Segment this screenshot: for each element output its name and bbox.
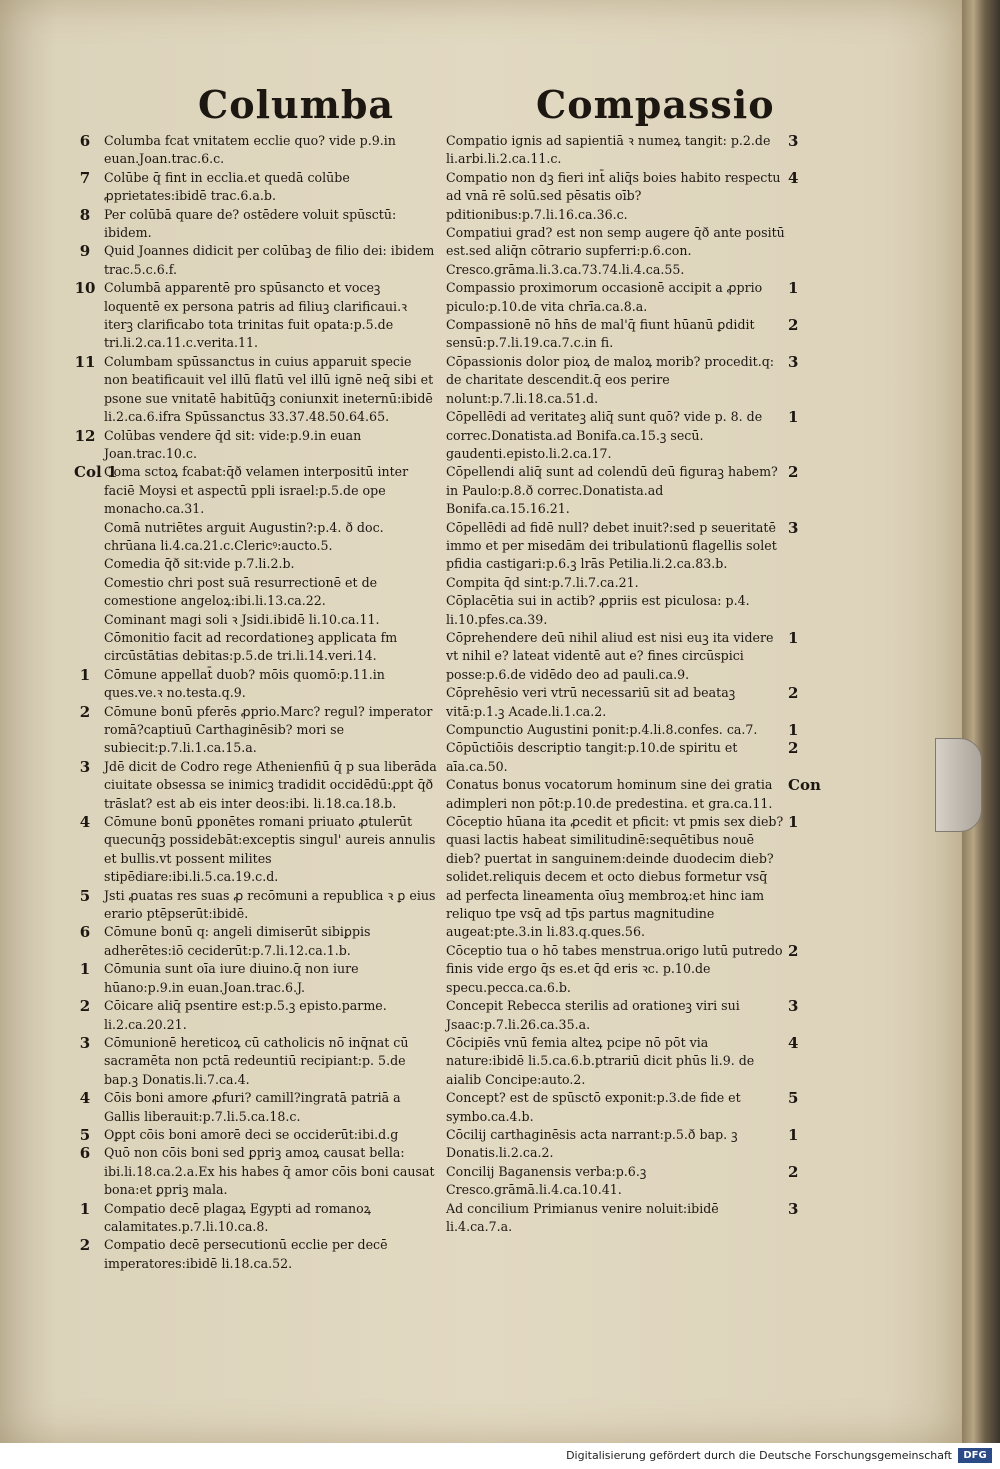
entry-text: Concilij Baganensis verba:p.6.ꝫ Cresco.grāmā.li.4.ca.10.41. — [446, 1163, 647, 1198]
entry-number: 12 — [74, 426, 96, 445]
left-column — [74, 132, 438, 1273]
index-entry — [446, 941, 799, 997]
entry-number: 1 — [788, 813, 799, 832]
entry-number: 2 — [788, 316, 799, 335]
index-entry — [78, 629, 438, 666]
entry-number: 2 — [79, 702, 91, 721]
entry-number: 3 — [79, 1033, 91, 1052]
entry-text: Concept? est de spūsctō exponit:p.3.de fide et symbo.ca.4.b. — [446, 1090, 741, 1124]
index-entry — [74, 352, 438, 427]
entry-text: Cōcilij carthaginēsis acta narrant:p.5.ð bap. ꝫ Donatis.li.2.ca.2. — [446, 1126, 738, 1161]
index-entry — [78, 703, 438, 758]
entry-number: 3 — [788, 352, 799, 371]
entry-number: 6 — [79, 1144, 91, 1163]
entry-text: Colūbe q̄ fint in ecclia.et quedā colūbe ꝓprietates:ibidē trac.6.a.b. — [104, 169, 350, 204]
entry-text: Compatio decē persecutionū ecclie per decē imperatores:ibidē li.18.ca.52. — [104, 1237, 388, 1271]
entry-number: 6 — [79, 132, 91, 150]
index-entry — [78, 997, 438, 1034]
entry-number: 3 — [79, 757, 91, 776]
index-entry — [446, 463, 799, 518]
dfg-logo: DFG — [958, 1448, 992, 1463]
entry-number: 1 — [79, 960, 91, 979]
entry-number: Col 1 — [74, 463, 118, 482]
entry-text: Cōmune bonū ꝑponētes romani priuato ꝓtulerūt quecunq̄ꝫ possidebāt:exceptis singul' aureis annulis et bullis.vt possent milites stipēdiare:ibi.li.5.ca.19.c.d. — [104, 814, 436, 885]
entry-text: Cōpellendi aliq̄ sunt ad colendū deū figuraꝫ habem? in Paulo:p.8.ð correc.Donatista.ad Bonifa.ca.15.16.21. — [446, 464, 778, 517]
book-edge — [962, 0, 1000, 1443]
index-entry — [78, 666, 438, 703]
entry-text: Cominant magi soli ꝛ Jsidi.ibidē li.10.ca.11. — [104, 611, 380, 627]
entry-number: 2 — [788, 739, 799, 758]
index-entry — [446, 721, 799, 739]
index-entry — [78, 1144, 438, 1199]
entry-text: Cōmunionē hereticoꝝ cū catholicis nō inq̄nat cū sacramēta non pctā redeuntiū recipiant:p. 5.de bap.ꝫ Donatis.li.7.ca.4. — [104, 1034, 409, 1087]
index-entry — [446, 1162, 799, 1200]
index-entry — [78, 132, 438, 169]
entry-number: 2 — [79, 1236, 91, 1255]
index-entry — [78, 887, 438, 924]
entry-number: 1 — [788, 721, 799, 739]
entry-number: 3 — [788, 1199, 799, 1218]
entry-text: Cōceptio tua o hō tabes menstrua.origo lutū putredo finis vide ergo q̄s es.et q̄d eris ꝛc. p.10.de specu.pecca.ca.6.b. — [446, 942, 783, 995]
footer-credit: Digitalisierung gefördert durch die Deutsche Forschungsgemeinschaft — [566, 1449, 952, 1462]
entry-text: Jsti ꝓuatas res suas ꝓ recōmuni a republica ꝛ ꝑ eius erario ptēpserūt:ibidē. — [104, 887, 436, 922]
entry-text: Ad concilium Primianus venire noluit:ibidē li.4.ca.7.a. — [446, 1200, 719, 1234]
index-entry — [446, 518, 799, 574]
entry-text: Cōplacētia sui in actib? ꝓpriis est piculosa: p.4. li.10.pfes.ca.39. — [446, 593, 750, 627]
entry-number: 6 — [79, 923, 91, 942]
entry-text: Columba fcat vnitatem ecclie quo? vide p.9.in euan.Joan.trac.6.c. — [104, 133, 396, 167]
index-entry — [78, 1200, 438, 1237]
entry-number: 3 — [788, 518, 799, 537]
index-entry — [446, 592, 786, 629]
bookmark-tab — [935, 738, 982, 832]
entry-number: Con — [788, 776, 821, 795]
entry-text: Compassio proximorum occasionē accipit a ꝓprio piculo:p.10.de vita chrīa.ca.8.a. — [446, 280, 763, 314]
entry-text: Coma sctoꝝ fcabat:q̄ð velamen interpositū inter faciē Moysi et aspectū ppli israel:p.5.de ope monacho.ca.31. — [104, 464, 409, 517]
index-entry — [446, 1033, 799, 1089]
index-entry — [74, 463, 438, 518]
right-column — [446, 132, 821, 1236]
index-entry — [78, 169, 438, 206]
entry-number: 7 — [79, 168, 91, 187]
index-entry — [446, 739, 799, 776]
entry-text: Cōmune bonū q: angeli dimiserūt sibiꝑpis adherētes:iō ceciderūt:p.7.li.12.ca.1.b. — [104, 924, 371, 958]
entry-text: Cōpellēdi ad veritateꝫ aliq̄ sunt quō? vide p. 8. de correc.Donatista.ad Bonifa.ca.15.ꝫ secū. gaudenti.episto.li.2.ca.17. — [446, 409, 763, 461]
index-entry — [446, 776, 821, 813]
entry-text: Cōpassionis dolor pioꝝ de maloꝝ morib? procedit.q: de charitate descendit.q̄ eos perire nolunt:p.7.li.18.ca.51.d. — [446, 353, 775, 406]
index-entry — [446, 168, 799, 224]
entry-text: Cōmunia sunt oīa iure diuino.q̄ non iure hūano:p.9.in euan.Joan.trac.6.J. — [104, 961, 359, 995]
index-entry — [446, 628, 799, 684]
entry-text: Cōpellēdi ad fidē null? debet inuit?:sed p seueritatē immo et per misedām dei tribulationū flagellis solet pfidia castigari:p.6.ꝫ lrās Petilia.li.2.ca.83.b. — [446, 519, 777, 572]
index-entry — [78, 206, 438, 243]
entry-text: Cōprehēsio veri vtrū necessariū sit ad beataꝫ vitā:p.1.ꝫ Acade.li.1.ca.2. — [446, 685, 736, 719]
index-entry — [446, 408, 799, 463]
entry-number: 1 — [788, 1125, 799, 1144]
entry-text: Compita q̄d sint:p.7.li.7.ca.21. — [446, 574, 639, 590]
entry-number: 2 — [788, 1162, 799, 1181]
entry-text: Per colūbā quare de? ostēdere voluit spūsctū: ibidem. — [104, 206, 397, 241]
entry-text: Cōmonitio facit ad recordationeꝫ applicata fm circūstātias debitas:p.5.de tri.li.14.veri.14. — [104, 629, 398, 664]
entry-number: 5 — [79, 886, 91, 905]
entry-number: 1 — [79, 665, 91, 684]
index-entry — [446, 352, 799, 408]
index-entry — [78, 1089, 438, 1126]
entry-text: Columbā apparentē pro spūsancto et voceꝫ loquentē ex persona patris ad filiuꝫ clarificaui.ꝛ iterꝫ clarificabo tota trinitas fuit opata:p.5.de tri.li.2.ca.11.c.verita.11. — [104, 280, 408, 351]
entry-number: 4 — [788, 1033, 799, 1052]
heading-left: Columba — [198, 82, 395, 127]
entry-text: Colūbas vendere q̄d sit: vide:p.9.in euan Joan.trac.10.c. — [104, 427, 362, 461]
index-entry — [74, 426, 438, 464]
entry-text: Cōcipiēs vnū femia alteꝝ pcipe nō pōt via nature:ibidē li.5.ca.6.b.ptrariū dicit phūs li.9. de aialib Concipe:auto.2. — [446, 1034, 755, 1087]
entry-number: 4 — [79, 1089, 91, 1108]
entry-text: Comā nutriētes arguit Augustin?:p.4. ð doc. chrūana li.4.ca.21.c.Clericꝰ:aucto.5. — [104, 519, 384, 553]
entry-text: Compatio non dꝫ fieri int̄ aliq̄s boies habito respectu ad vnā rē solū.sed pēsatis oīb? pditionibus:p.7.li.16.ca.36.c. — [446, 169, 781, 222]
entry-number: 3 — [788, 997, 799, 1016]
index-entry — [78, 1034, 438, 1089]
index-entry — [78, 1236, 438, 1273]
entry-number: 5 — [788, 1089, 799, 1108]
entry-text: Compatio decē plagaꝝ Egypti ad romanoꝝ calamitates.p.7.li.10.ca.8. — [104, 1200, 371, 1234]
entry-text: Cōicare aliq̄ psentire est:p.5.ꝫ episto.parme. li.2.ca.20.21. — [104, 998, 387, 1032]
index-entry — [78, 1126, 438, 1144]
entry-text: Conatus bonus vocatorum hominum sine dei gratia adimpleri non pōt:p.10.de predestina. et gra.ca.11. — [446, 777, 773, 811]
index-entry — [446, 1089, 799, 1126]
index-entry — [78, 611, 438, 629]
index-entry — [78, 242, 438, 279]
index-entry — [446, 997, 799, 1034]
footer-bar — [0, 1443, 1000, 1469]
entry-number: 8 — [79, 205, 91, 224]
index-entry — [78, 758, 438, 813]
index-entry — [78, 555, 438, 573]
heading-right: Compassio — [536, 82, 775, 127]
entry-number: 1 — [79, 1199, 91, 1218]
entry-number: 10 — [74, 279, 96, 298]
entry-number: 5 — [79, 1125, 91, 1144]
entry-number: 9 — [79, 242, 91, 261]
entry-text: Quō non cōis boni sed ꝑpriꝫ amoꝝ causat bella: ibi.li.18.ca.2.a.Ex his habes q̄ amor cōis boni causat bona:et ꝑpriꝫ mala. — [104, 1145, 435, 1198]
entry-text: Jdē dicit de Codro rege Athenienfiū q̄ p sua liberāda ciuitate obsessa se inimicꝫ tradidit occidēdū:ꝓpt q̄ð trāslat? est ab eis inter deos:ibi. li.18.ca.18.b. — [104, 758, 437, 811]
index-entry — [446, 1125, 799, 1163]
entry-number: 2 — [788, 463, 799, 482]
entry-text: Compatio ignis ad sapientiā ꝛ numeꝝ tangit: p.2.de li.arbi.li.2.ca.11.c. — [446, 133, 771, 167]
entry-text: Cōceptio hūana ita ꝓcedit et pficit: vt pmis sex dieb? quasi lactis habeat similitudinē:sequētibus nouē dieb? puertat in sanguinem:deinde duodecim dieb? solidet.reliquis decem et octo diebus formetur vsq̄ ad perfecta lineamenta oīuꝫ membroꝝ:et hinc iam reliquo tpe vsq̄ ad tp̄s partus magnitudine augeat:pte.3.in li.83.q.ques.56. — [446, 814, 784, 940]
entry-number: 1 — [788, 408, 799, 427]
index-entry — [78, 574, 438, 611]
index-entry — [78, 960, 438, 997]
entry-number: 4 — [79, 813, 91, 832]
index-entry — [78, 519, 438, 556]
entry-text: Quid Joannes didicit per colūbaꝫ de filio dei: ibidem trac.5.c.6.f. — [104, 243, 435, 277]
entry-text: Comedia q̄ð sit:vide p.7.li.2.b. — [104, 556, 295, 572]
index-entry — [446, 813, 799, 942]
entry-text: Cōmune appellat̄ duob? mōis quomō:p.11.in ques.ve.ꝛ no.testa.q.9. — [104, 666, 385, 701]
index-entry — [446, 132, 799, 169]
index-entry — [446, 1199, 799, 1237]
index-entry — [78, 813, 438, 887]
index-entry — [446, 574, 786, 592]
entry-number: 1 — [788, 279, 799, 298]
entry-text: Cōis boni amore ꝓfuri? camill?ingratā patriā a Gallis liberauit:p.7.li.5.ca.18.c. — [104, 1090, 401, 1124]
entry-text: Oꝑpt cōis boni amorē deci se occiderūt:ibi.d.g — [104, 1126, 399, 1142]
index-entry — [78, 923, 438, 960]
entry-number: 2 — [788, 941, 799, 960]
entry-text: Concepit Rebecca sterilis ad orationeꝫ viri sui Jsaac:p.7.li.26.ca.35.a. — [446, 998, 740, 1032]
index-entry — [446, 684, 799, 721]
index-entry — [446, 279, 799, 316]
entry-text: Columbam spūssanctus in cuius apparuit specie non beatificauit vel illū flatū vel illū ignē neq̄ sibi et psone sue vnitatē habitūq̄ꝫ coniunxit ineternū:ibidē li.2.ca.6.ifra Spūssanctus 33.37.48.50.64.65. — [104, 353, 434, 425]
entry-text: Cōprehendere deū nihil aliud est nisi euꝫ ita videre vt nihil e? lateat videntē aut e? fines circūspici posse:p.6.de vidēdo deo ad pauli.ca.9. — [446, 629, 774, 682]
entry-number: 4 — [788, 168, 799, 187]
entry-text: Compunctio Augustini ponit:p.4.li.8.confes. ca.7. — [446, 722, 758, 737]
entry-text: Compassionē nō hn̄s de mal'q̄ fiunt hūanū ꝑdidit sensū:p.7.li.19.ca.7.c.in fi. — [446, 317, 755, 351]
entry-number: 1 — [788, 628, 799, 647]
index-entry — [446, 316, 799, 353]
entry-text: Comestio chri post suā resurrectionē et de comestione angeloꝝ:ibi.li.13.ca.22. — [104, 574, 378, 609]
entry-number: 3 — [788, 132, 799, 150]
entry-text: Compatiui grad? est non semp augere q̄ð ante positū est.sed aliq̄n cōtrario supferri:p.6.con. Cresco.grāma.li.3.ca.73.74.li.4.ca.55. — [446, 225, 785, 277]
entry-number: 11 — [74, 352, 96, 371]
index-entry — [446, 224, 786, 279]
entry-text: Cōpūctiōis descriptio tangit:p.10.de spiritu et aīa.ca.50. — [446, 740, 738, 774]
index-entry — [74, 279, 438, 353]
entry-text: Cōmune bonū pferēs ꝓprio.Marc? regul? imperator romā?captiuū Carthaginēsib? mori se subiecit:p.7.li.1.ca.15.a. — [104, 703, 433, 756]
entry-number: 2 — [79, 997, 91, 1016]
entry-number: 2 — [788, 684, 799, 703]
